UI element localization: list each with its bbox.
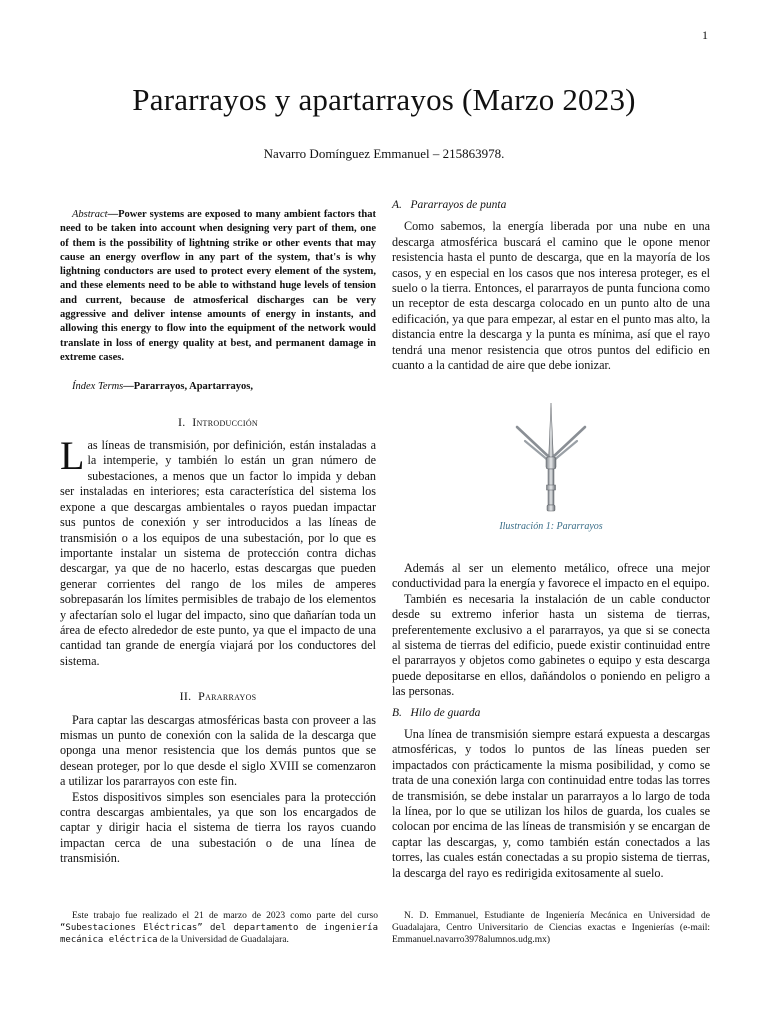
subsection-heading-b xyxy=(392,706,710,721)
body-paragraph: Como sabemos, la energía liberada por una nube en una descarga atmosférica buscará el camino que le opone menor resistencia hasta el punto de descarga, que en la mayoría de los casos, y en especial en los casos que nos interesa proteger, es el suelo o la tierra. Entonces, el pararrayos de punta funciona como un receptor de esta descarga colocado en un punto alto de una edificación, ya que para empezar, al estar en el punto mas alto, la distancia entre la descarga y la punta es mínima, así que el rayo tendrá una menor resistencia que otros puntos del edificio en cuanto a la cantidad de aire que debe ionizar. xyxy=(392,219,710,373)
body-paragraph: Una línea de transmisión siempre estará expuesta a descargas atmosféricas, y todos lo puntos de las líneas pueden ser impactados con prácticamente la misma posibilidad, y como se trata de una conexión larga con continuidad entre todas las torres de transmisión, se debe instalar un pararrayos a lo largo de toda la línea, por lo que se utilizan los hilos de guarda, los cuales se colocan por encima de las líneas de transmisión y se encargan de captar las descargas, y, como también están conectados a las torres, las cuales están conectadas a su propio sistema de tierras, la descarga del rayo es redirigida exitosamente al suelo. xyxy=(392,726,710,880)
footnote-text: de la Universidad de Guadalajara. xyxy=(159,935,289,945)
body-paragraph: Para captar las descargas atmosféricas basta con proveer a las mismas un punto de conexión con la salida de la descarga que oponga una menor resistencia que los demás puntos que se desean proteger, por lo que desde el siglo XVIII se comenzaron a utilizar los pararrayos con este fin. xyxy=(60,712,376,789)
footnote-text: Este trabajo fue realizado el 21 de marzo de 2023 como parte del curso xyxy=(72,911,378,921)
figure-pararrayos xyxy=(392,401,710,534)
footnote-right xyxy=(392,910,710,946)
abstract xyxy=(60,208,376,365)
section-numeral: I. xyxy=(177,414,186,429)
section-heading-pararrayos xyxy=(60,689,376,704)
body-paragraph: También es necesaria la instalación de un cable conductor desde su extremo inferior hasta un sistema de tierras, preferentemente exclusivo a el pararrayos, ya que si se conecta al sistema de tierras del edificio, puede existir continuidad entre el pararrayos y objetos como gabinetes o equipo y esta descarga puede depositarse en ellos, dañándolos o poniendo en peligro a las personas. xyxy=(392,591,710,699)
section-numeral: II. xyxy=(179,689,192,704)
footnote-text: N. D. Emmanuel, Estudiante de Ingeniería Mecánica en Universidad de Guadalajara, Centro Universitario de Ciencias exactas e Ingenierías (e-mail: Emmanuel.navarro3978alumnos.udg.mx) xyxy=(392,911,710,945)
subsection-heading-a xyxy=(392,198,710,213)
section-title: Introducción xyxy=(192,414,259,429)
index-terms-lead: Índex Terms xyxy=(72,381,124,393)
abstract-lead: Abstract xyxy=(72,209,108,220)
subsection-title: Pararrayos de punta xyxy=(410,199,507,211)
body-paragraph: Además al ser un elemento metálico, ofrece una mejor conductividad para la energía y favorece el impacto en el equipo. xyxy=(392,560,710,591)
subsection-label: A. xyxy=(392,199,402,211)
abstract-text: —Power systems are exposed to many ambient factors that need to be taken into account when designing very part of them, one of them is the possibility of lightning strike or other events that may cause an energy overflow in any part of the system, that's is why lightning conductors are used to protect every element of the system, and these elements need to be able to withstand huge levels of tension and current, because de atmosferical discharges can be very aggressive and deliver intense amounts of energy in instants, and allowing this energy to flow into the equipment of the network would translate in loss of energy quality at best, and permanent damage in extreme cases. xyxy=(60,209,376,363)
footnote-left xyxy=(60,910,378,946)
page-number: 1 xyxy=(702,28,708,42)
index-terms xyxy=(72,379,376,394)
author-line: Navarro Domínguez Emmanuel – 215863978. xyxy=(263,146,505,161)
intro-paragraph: Las líneas de transmisión, por definición, están instaladas a la intemperie, y también lo están un gran número de subestaciones, a menos que un factor lo impida y deban ser instaladas en interiores; esta característica del sistema los expone a que descargas ambientales o rayos puedan impactar sus puntos de conexión y ser introducidos a las líneas de transmisión o a los equipos de una subestación, por lo que es importante instalar un sistema de protección contra dichas descargar, ya que de no hacerlo, estas descargas que pueden generar corrientes del rango de los miles de amperes sobrepasarán los límites permisibles de trabajo de los elementos y afectarían solo el lugar del impacto, sino que dañarían toda un área de efecto alrededor de este punto, ya que el impacto de una cantidad tan grande de energía viajará por los conductores del sistema. xyxy=(60,433,376,668)
section-title: Pararrayos xyxy=(198,689,257,704)
body-paragraph: Estos dispositivos simples son esenciales para la protección contra descargas ambientales, ya que son los encargados de captar y dirigir hacia el sistema de tierra los rayos cuando impactan cerca de una subestación o de una línea de transmisión. xyxy=(60,789,376,866)
paper-title: Pararrayos y apartarrayos (Marzo 2023) xyxy=(132,82,636,117)
section-heading-introduccion xyxy=(60,415,376,430)
right-column xyxy=(392,198,710,881)
lightning-rod-illustration xyxy=(511,401,591,513)
figure-caption: Ilustración 1: Pararrayos xyxy=(499,521,603,533)
left-column xyxy=(60,198,376,867)
footnote-course: “Subestaciones Eléctricas” del departamento de ingeniería mecánica eléctrica xyxy=(60,923,378,945)
subsection-title: Hilo de guarda xyxy=(410,706,481,719)
index-terms-text: —Pararrayos, Apartarrayos, xyxy=(123,381,253,393)
subsection-label: B. xyxy=(392,706,402,719)
